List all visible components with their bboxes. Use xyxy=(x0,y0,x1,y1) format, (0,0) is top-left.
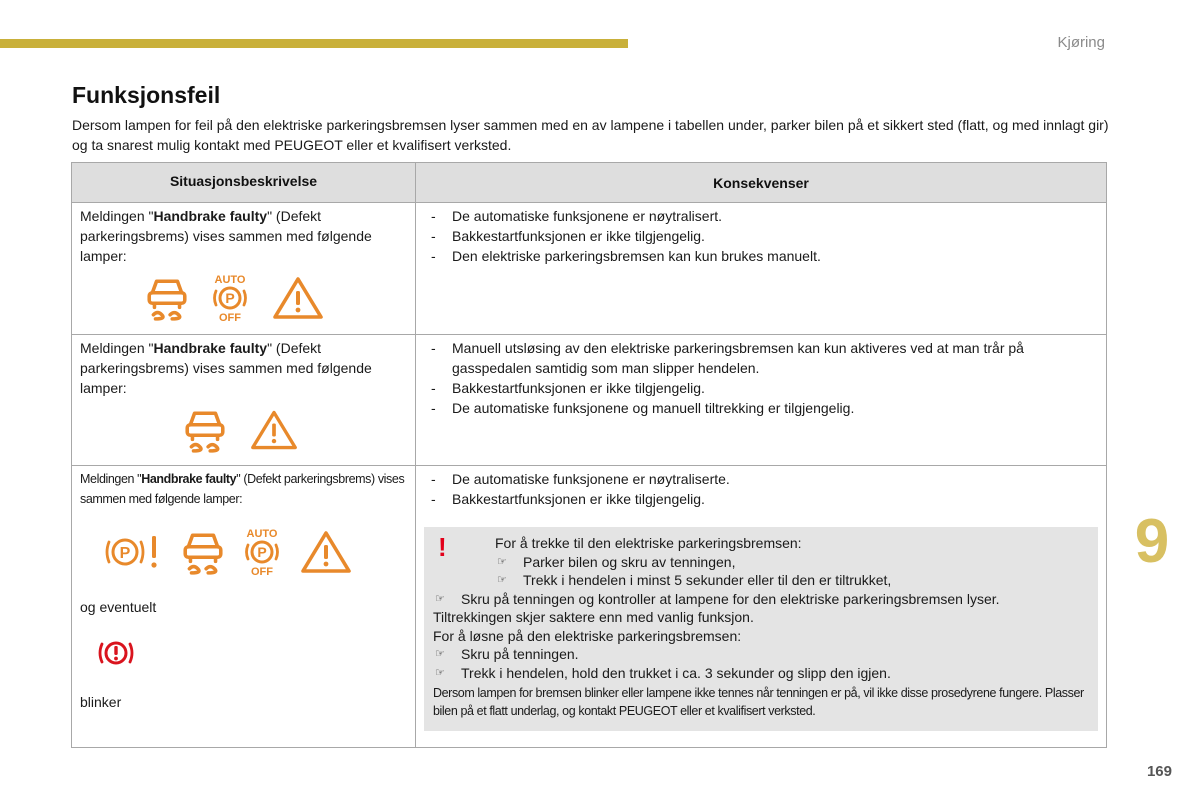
situation-text: Meldingen "Handbrake faulty" (Defekt parkeringsbrems) vises sammen med følgende lamper: xyxy=(80,340,372,396)
warning-lamps xyxy=(100,527,407,577)
table-row xyxy=(72,335,1107,466)
brake-fault-icon xyxy=(96,637,136,669)
intro-paragraph: Dersom lampen for feil på den elektriske parkeringsbremsen lyser sammen med en av lampene i tabellen under, parker bilen på et sikkert sted (flatt, og med innlagt gir) og ta snarest mulig kontakt med PEUGEOT eller et kvalifisert verksted. xyxy=(72,117,1109,153)
list-item: ☞ Trekk i hendelen i minst 5 sekunder eller til den er tiltrukket, xyxy=(495,571,891,590)
consequence-list xyxy=(424,469,1098,509)
list-item: ☞ Trekk i hendelen, hold den trukket i ca. 3 sekunder og slipp den igjen. xyxy=(433,664,1089,683)
consequences-cell xyxy=(416,466,1107,748)
list-item: ☞ Skru på tenningen og kontroller at lampene for den elektriske parkeringsbremsen lyser. xyxy=(433,590,1089,609)
svg-text:P: P xyxy=(119,545,131,562)
situation-text: Meldingen "Handbrake faulty" (Defekt parkeringsbrems) vises sammen med følgende lamper: xyxy=(80,208,372,264)
apply-step-list-continued xyxy=(433,590,1089,609)
list-item: - Bakkestartfunksjonen er ikke tilgjengelig. xyxy=(424,378,1098,398)
skid-icon xyxy=(182,529,224,575)
blinking-label: blinker xyxy=(80,694,122,710)
apply-step-list xyxy=(495,553,891,590)
page-number: 169 xyxy=(1146,763,1172,780)
svg-text:P: P xyxy=(257,544,267,560)
message-name: Handbrake faulty xyxy=(153,340,268,356)
procedure-warning: Dersom lampen for bremsen blinker eller lampene ikke tennes når tenningen er på, vil ikke disse prosedyrene fungere. Plasser bilen på et flatt underlag, og kontakt PEUGEOT eller et kvalifisert verksted. xyxy=(433,686,1084,718)
message-name: Handbrake faulty xyxy=(153,208,268,224)
situation-cell xyxy=(72,203,416,335)
exclamation-icon: ! xyxy=(438,532,447,562)
list-item: - De automatiske funksjonene og manuell tiltrekking er tilgjengelig. xyxy=(424,398,1098,418)
consequences-cell xyxy=(416,335,1107,466)
skid-icon xyxy=(184,407,226,453)
chapter-name: Kjøring xyxy=(1057,34,1105,51)
table-row xyxy=(72,203,1107,335)
auto-p-off-icon xyxy=(242,527,282,577)
svg-text:AUTO: AUTO xyxy=(246,528,278,540)
skid-icon xyxy=(146,275,188,321)
message-name: Handbrake faulty xyxy=(141,472,237,486)
apply-after-text: Tiltrekkingen skjer saktere enn med vanlig funksjon. xyxy=(433,609,754,625)
release-step-list xyxy=(433,645,1089,682)
list-item: - De automatiske funksjonene er nøytraliserte. xyxy=(424,469,1098,489)
warning-triangle-icon xyxy=(300,529,352,575)
auto-p-off-icon xyxy=(210,273,250,323)
svg-text:OFF: OFF xyxy=(251,566,273,577)
malfunction-table xyxy=(71,162,1107,748)
warning-triangle-icon xyxy=(250,408,298,452)
list-item: ☞ Parker bilen og skru av tenningen, xyxy=(495,553,891,572)
consequence-list xyxy=(424,338,1098,418)
list-item: ☞ Skru på tenningen. xyxy=(433,645,1089,664)
svg-text:AUTO: AUTO xyxy=(214,274,246,286)
chapter-number-tab: 9 xyxy=(1122,501,1182,583)
procedure-note xyxy=(424,527,1098,731)
p-fault-icon xyxy=(100,532,164,572)
table-header-row xyxy=(72,163,1107,203)
column-header-consequences: Konsekvenser xyxy=(416,163,1107,203)
situation-text: Meldingen "Handbrake faulty" (Defekt parkeringsbrems) vises sammen med følgende lamper: xyxy=(80,472,405,506)
consequence-list xyxy=(424,206,1098,266)
list-item: - Den elektriske parkeringsbremsen kan kun brukes manuelt. xyxy=(424,246,1098,266)
warning-triangle-icon xyxy=(272,275,324,321)
situation-cell xyxy=(72,466,416,748)
list-item: - Bakkestartfunksjonen er ikke tilgjengelig. xyxy=(424,226,1098,246)
brake-fault-lamp xyxy=(96,637,407,674)
situation-cell xyxy=(72,335,416,466)
column-header-situation: Situasjonsbeskrivelse xyxy=(72,163,416,203)
warning-lamps xyxy=(184,407,407,453)
and-possibly-label: og eventuelt xyxy=(80,599,157,615)
list-item: - Bakkestartfunksjonen er ikke tilgjengelig. xyxy=(424,489,1098,509)
consequences-cell xyxy=(416,203,1107,335)
page-title: Funksjonsfeil xyxy=(72,82,221,108)
header-accent-bar xyxy=(0,39,628,48)
svg-text:OFF: OFF xyxy=(219,312,241,323)
apply-title: For å trekke til den elektriske parkeringsbremsen: xyxy=(495,535,802,551)
release-title: For å løsne på den elektriske parkeringsbremsen: xyxy=(433,627,742,644)
list-item: - De automatiske funksjonene er nøytralisert. xyxy=(424,206,1098,226)
warning-lamps xyxy=(146,273,407,323)
table-row xyxy=(72,466,1107,748)
list-item: - Manuell utsløsing av den elektriske parkeringsbremsen kan kun aktiveres ved at man trår på gasspedalen samtidig som man slipper hendelen. xyxy=(424,338,1098,378)
svg-text:P: P xyxy=(225,290,235,306)
